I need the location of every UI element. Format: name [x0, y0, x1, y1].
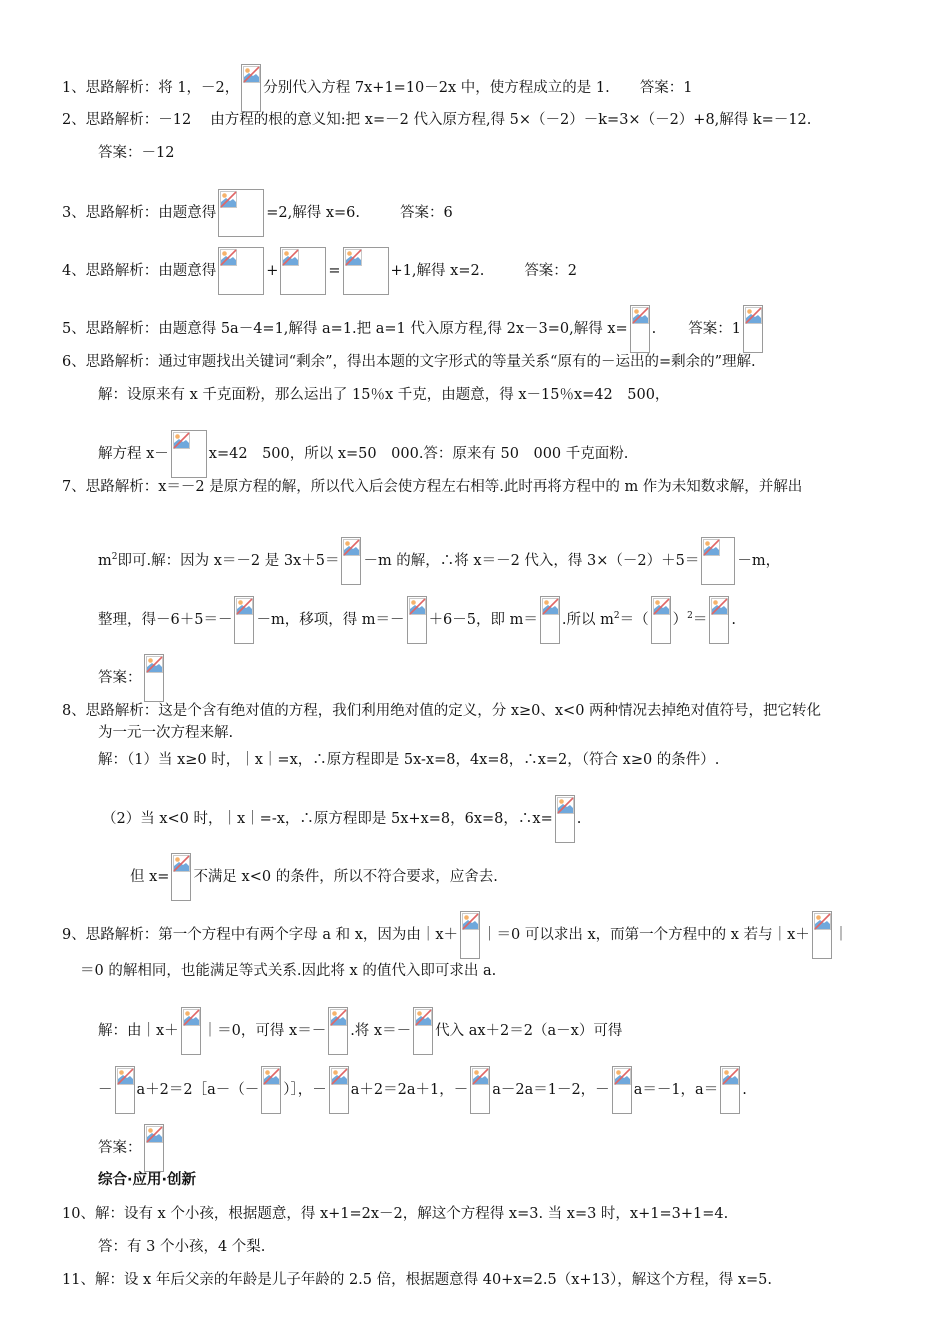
broken-image-icon: [345, 249, 362, 266]
formula-image: [218, 189, 264, 237]
formula-image: [181, 1007, 201, 1055]
broken-image-icon: [653, 598, 670, 615]
broken-image-icon: [472, 1068, 489, 1085]
formula-image: [612, 1066, 632, 1114]
solution-10: 10、解：设有 x 个小孩，根据题意，得 x+1=2x－2，解这个方程得 x=3. 当 x=3 时，x+1=3+1=4.: [62, 1206, 729, 1222]
solution-3: 3、思路解析：由题意得 =2,解得 x=6. 答案：6: [62, 189, 453, 237]
solution-6-setup: 解：设原来有 x 千克面粉，那么运出了 15％x 千克，由题意，得 x－15％x=42 500，: [98, 387, 670, 403]
answer-9: 答案：: [98, 1124, 166, 1172]
solution-4: 4、思路解析：由题意得 + = +1,解得 x=2. 答案：2: [62, 247, 577, 295]
broken-image-icon: [703, 539, 720, 556]
formula-image: [540, 596, 560, 644]
broken-image-icon: [343, 539, 360, 556]
formula-image: [630, 305, 650, 353]
formula-image: [144, 1124, 164, 1172]
broken-image-icon: [330, 1009, 347, 1026]
formula-image: [329, 1066, 349, 1114]
broken-image-icon: [462, 913, 479, 930]
formula-image: [280, 247, 326, 295]
formula-image: [171, 853, 191, 901]
broken-image-icon: [722, 1068, 739, 1085]
broken-image-icon: [117, 1068, 134, 1085]
broken-image-icon: [146, 656, 163, 673]
solution-11: 11、解：设 x 年后父亲的年龄是儿子年龄的 2.5 倍，根据题意得 40+x=2.5（x+13），解这个方程，得 x=5.: [62, 1272, 773, 1288]
broken-image-icon: [331, 1068, 348, 1085]
broken-image-icon: [282, 249, 299, 266]
formula-image: [743, 305, 763, 353]
broken-image-icon: [146, 1126, 163, 1143]
broken-image-icon: [711, 598, 728, 615]
broken-image-icon: [220, 249, 237, 266]
broken-image-icon: [542, 598, 559, 615]
formula-image: [241, 64, 261, 112]
broken-image-icon: [614, 1068, 631, 1085]
solution-5: 5、思路解析：由题意得 5a－4=1,解得 a=1.把 a=1 代入原方程,得 2x－3=0,解得 x= . 答案：1: [62, 305, 765, 353]
formula-image: [328, 1007, 348, 1055]
answer-10: 答：有 3 个小孩，4 个梨.: [98, 1239, 266, 1255]
broken-image-icon: [632, 307, 649, 324]
formula-image: [470, 1066, 490, 1114]
solution-9-analysis-cont: ＝0 的解相同，也能满足等式关系.因此将 x 的值代入即可求出 a.: [80, 963, 497, 979]
solution-1: 1、思路解析：将 1，－2， 分别代入方程 7x+1=10－2x 中，使方程成立的是 1. 答案：1: [62, 64, 692, 112]
solution-7-analysis: 7、思路解析：x＝－2 是原方程的解，所以代入后会使方程左右相等.此时再将方程中的 m 作为未知数求解，并解出: [62, 479, 803, 495]
solution-8-analysis: 8、思路解析：这是个含有绝对值的方程，我们利用绝对值的定义，分 x≥0、x<0 两种情况去掉绝对值符号，把它转化: [62, 703, 822, 719]
formula-image: [720, 1066, 740, 1114]
broken-image-icon: [415, 1009, 432, 1026]
solution-6-analysis: 6、思路解析：通过审题找出关键词“剩余”，得出本题的文字形式的等量关系“原有的－运出的=剩余的”理解.: [62, 354, 756, 370]
formula-image: [343, 247, 389, 295]
formula-image: [413, 1007, 433, 1055]
solution-8-reject: 但 x= 不满足 x<0 的条件，所以不符合要求，应舍去.: [130, 853, 498, 901]
formula-image: [709, 596, 729, 644]
solution-8-case2: （2）当 x<0 时，｜x｜=-x，∴原方程即是 5x+x=8，6x=8，∴x= .: [102, 795, 581, 843]
formula-image: [701, 537, 735, 585]
broken-image-icon: [557, 797, 574, 814]
formula-image: [812, 911, 832, 959]
broken-image-icon: [243, 66, 260, 83]
broken-image-icon: [173, 855, 190, 872]
solution-2: 2、思路解析：－12 由方程的根的意义知:把 x=－2 代入原方程,得 5×（－2）－k=3×（－2）+8,解得 k=－12.: [62, 112, 812, 128]
broken-image-icon: [409, 598, 426, 615]
formula-image: [234, 596, 254, 644]
formula-image: [651, 596, 671, 644]
solution-6-solve: 解方程 x－ x=42 500，所以 x=50 000.答：原来有 50 000 千克面粉.: [98, 430, 628, 478]
solution-7-step2: 整理，得－6＋5＝－ －m，移项，得 m＝－ ＋6－5，即 m＝ .所以 $m^2=$（ ）$^2$＝ .: [98, 596, 736, 644]
section-heading: 综合·应用·创新: [98, 1172, 197, 1188]
formula-image: [218, 247, 264, 295]
solution-9-step2: － a＋2＝2［a－（－ ）］，－ a＋2＝2a＋1，－ a－2a＝1－2，－ a＝－1，a＝ .: [98, 1066, 747, 1114]
formula-image: [555, 795, 575, 843]
formula-image: [407, 596, 427, 644]
formula-image: [261, 1066, 281, 1114]
formula-image: [460, 911, 480, 959]
formula-image: [171, 430, 207, 478]
formula-image: [115, 1066, 135, 1114]
answer-7: 答案：: [98, 654, 166, 702]
broken-image-icon: [814, 913, 831, 930]
broken-image-icon: [263, 1068, 280, 1085]
solution-9-step1: 解：由｜x＋ ｜＝0，可得 x＝－ .将 x＝－ 代入 ax＋2＝2（a－x）可得: [98, 1007, 622, 1055]
formula-image: [341, 537, 361, 585]
solution-7-step1: $m^2$即可.解：因为 x＝－2 是 3x＋5＝ －m 的解，∴将 x＝－2 代入，得 3×（－2）＋5＝ －m，: [98, 537, 780, 585]
broken-image-icon: [745, 307, 762, 324]
solution-8-case1: 解：（1）当 x≥0 时，｜x｜=x，∴原方程即是 5x-x=8，4x=8，∴x=2，（符合 x≥0 的条件）.: [98, 752, 720, 768]
broken-image-icon: [220, 191, 237, 208]
answer-2: 答案：－12: [98, 145, 175, 161]
solution-8-analysis-cont: 为一元一次方程来解.: [98, 725, 234, 741]
formula-image: [144, 654, 164, 702]
broken-image-icon: [236, 598, 253, 615]
solution-9-analysis: 9、思路解析：第一个方程中有两个字母 a 和 x，因为由｜x＋ ｜＝0 可以求出 x，而第一个方程中的 x 若与｜x＋ ｜: [62, 911, 848, 959]
broken-image-icon: [173, 432, 190, 449]
broken-image-icon: [183, 1009, 200, 1026]
